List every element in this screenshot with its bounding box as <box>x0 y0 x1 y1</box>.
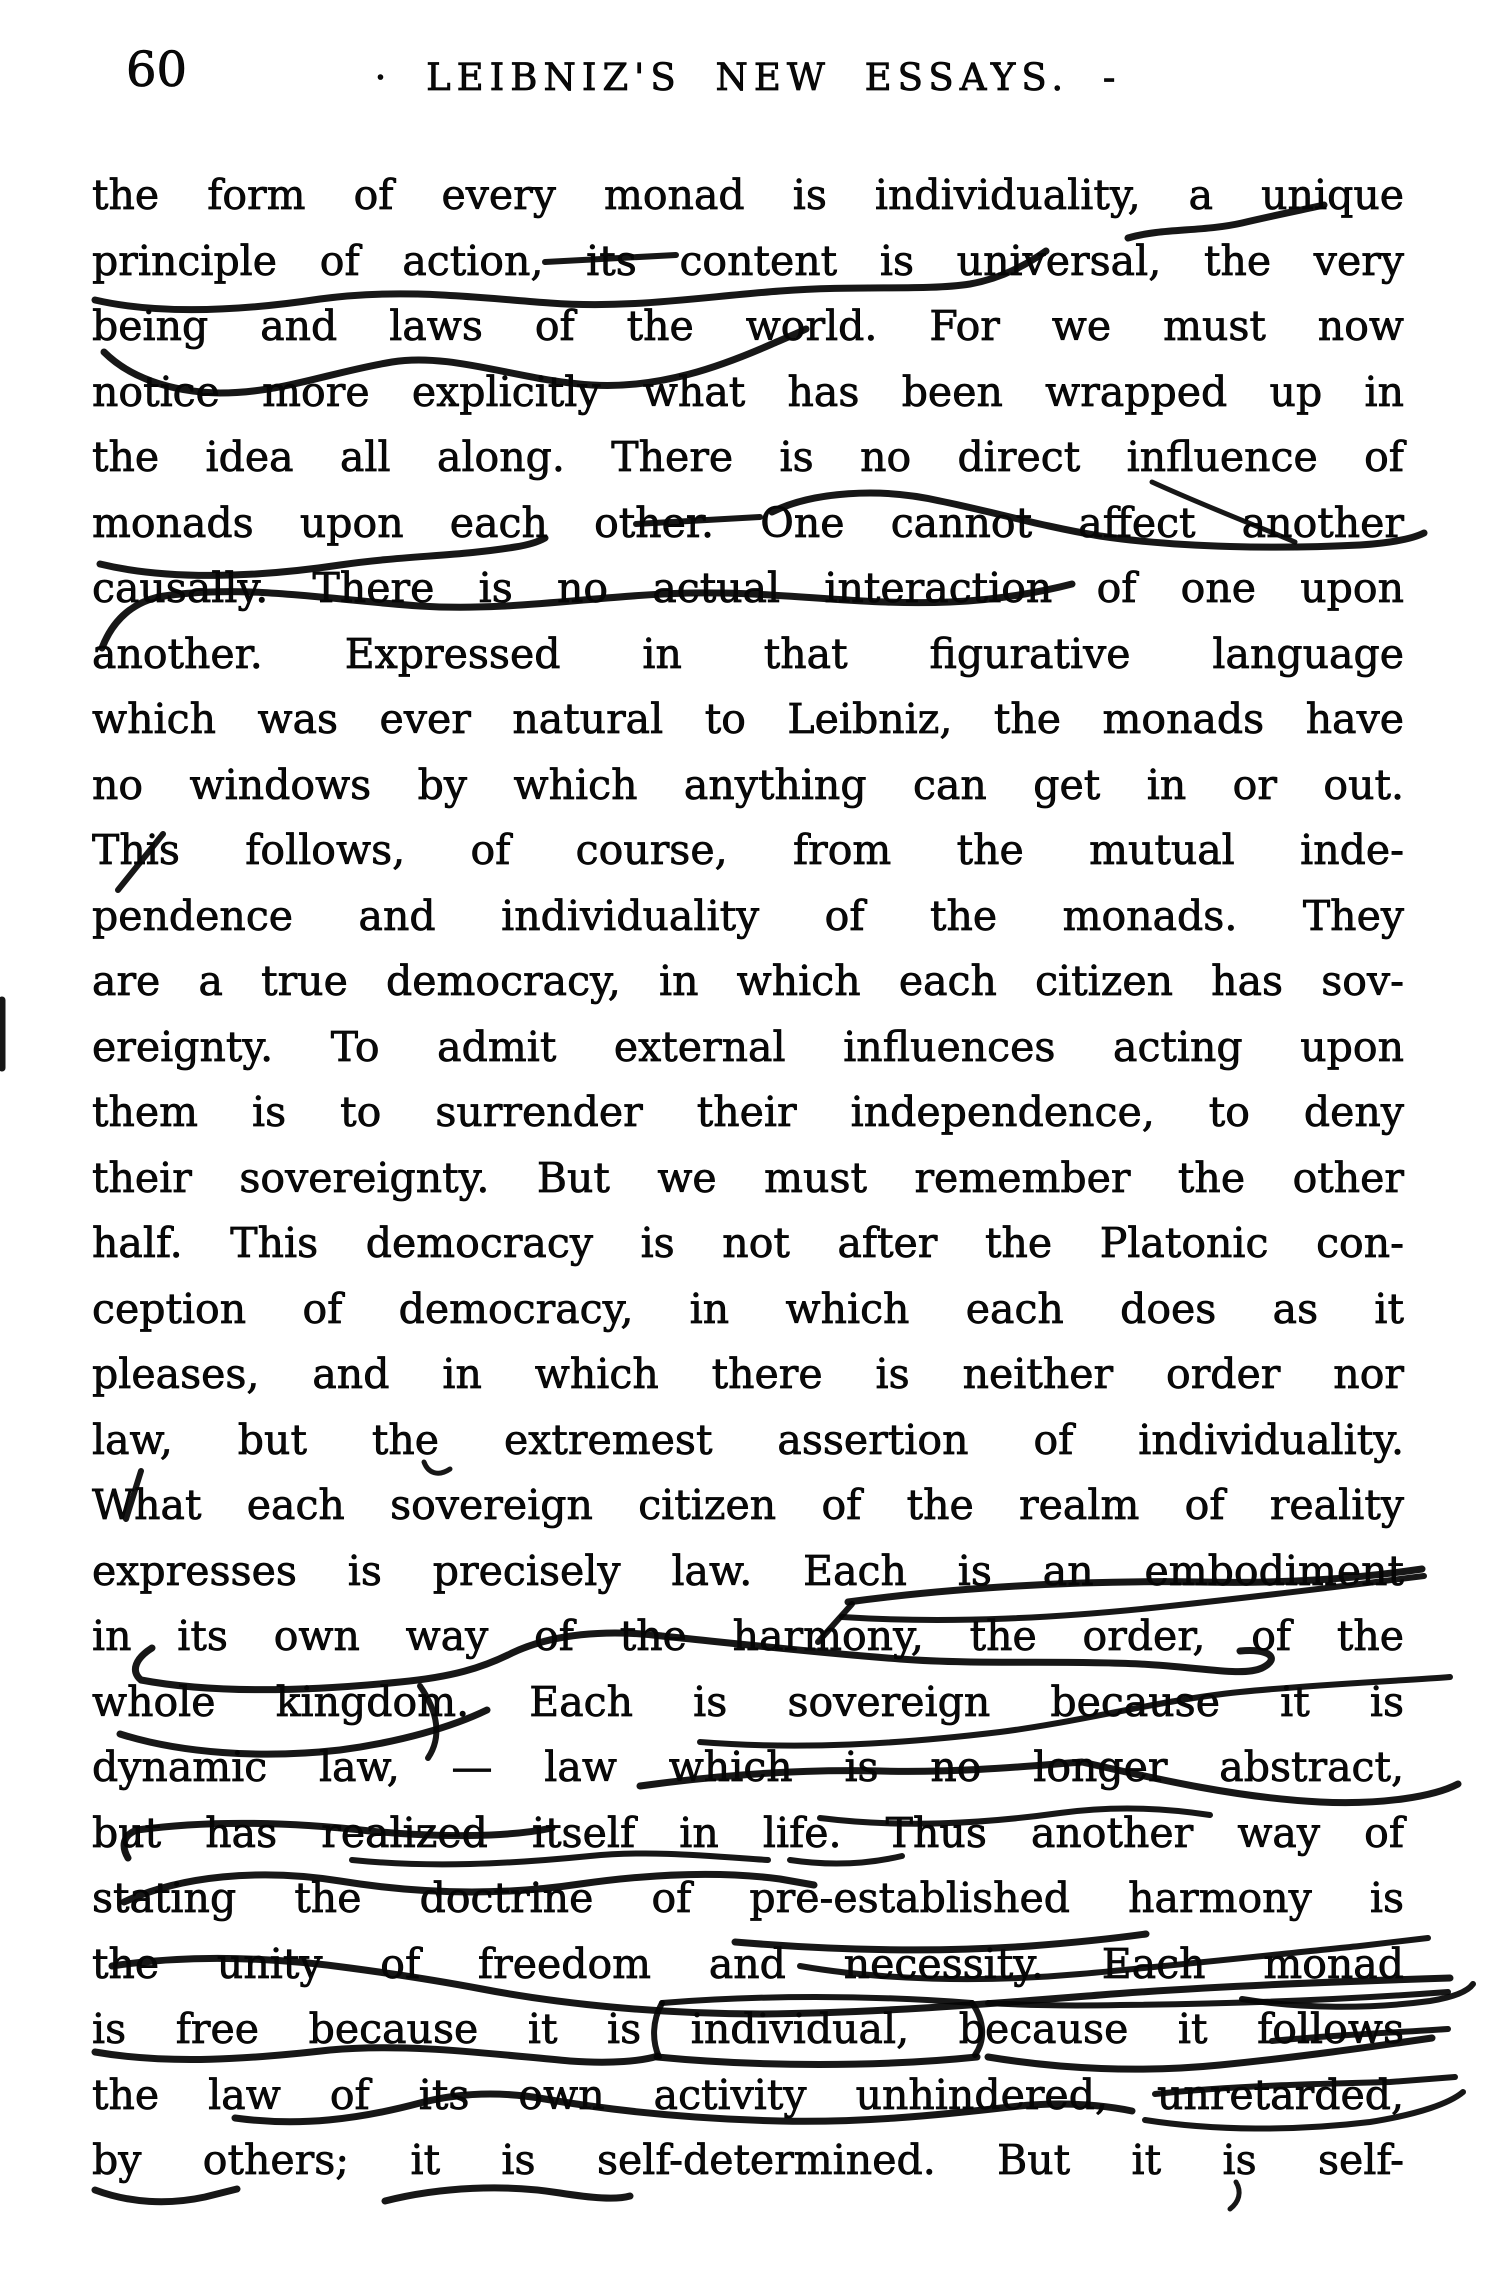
text-line-4: notice more explicitly what has been wrapped up in <box>92 367 1404 416</box>
text-line-22: expresses is precisely law. Each is an embodiment <box>92 1546 1404 1595</box>
page-number: 60 <box>126 42 188 98</box>
text-line-25: dynamic law, — law which is no longer abstract, <box>92 1743 1404 1791</box>
text-line-21: What each sovereign citizen of the realm of reality <box>92 1481 1404 1529</box>
text-line-31: by others; it is self-determined. But it is self- <box>92 2136 1404 2184</box>
text-line-23: in its own way of the harmony, the order, of the <box>92 1612 1404 1660</box>
text-line-15: them is to surrender their independence, to deny <box>92 1088 1404 1136</box>
text-line-30: the law of its own activity unhindered, unretarded, <box>92 2070 1404 2119</box>
text-line-19: pleases, and in which there is neither order nor <box>92 1350 1404 1398</box>
text-line-8: another. Expressed in that figurative language <box>92 629 1404 678</box>
text-line-20: law, but the extremest assertion of individuality. <box>92 1415 1404 1464</box>
text-line-2: principle of action, its content is universal, the very <box>92 236 1404 285</box>
text-line-17: half. This democracy is not after the Platonic con- <box>92 1219 1404 1267</box>
text-line-24: whole kingdom. Each is sovereign because it is <box>92 1677 1404 1726</box>
text-line-10: no windows by which anything can get in or out. <box>92 760 1404 809</box>
text-line-7: causally. There is no actual interaction of one upon <box>92 564 1404 612</box>
text-line-27: stating the doctrine of pre-established harmony is <box>92 1874 1404 1922</box>
text-line-13: are a true democracy, in which each citizen has sov- <box>92 957 1404 1005</box>
text-line-6: monads upon each other. One cannot affect another <box>92 498 1404 547</box>
running-header: · LEIBNIZ'S NEW ESSAYS. - <box>374 56 1122 99</box>
body-text <box>92 163 1404 2194</box>
text-line-12: pendence and individuality of the monads. They <box>92 891 1404 940</box>
text-line-18: ception of democracy, in which each does as it <box>92 1284 1404 1333</box>
text-line-28: the unity of freedom and necessity. Each monad <box>92 1939 1404 1988</box>
text-line-11: This follows, of course, from the mutual inde- <box>92 826 1404 874</box>
text-line-29: is free because it is individual, because it follows <box>92 2005 1404 2053</box>
text-line-26: but has realized itself in life. Thus another way of <box>92 1808 1404 1857</box>
text-line-16: their sovereignty. But we must remember the other <box>92 1153 1404 1202</box>
text-line-5: the idea all along. There is no direct influence of <box>92 433 1404 481</box>
text-line-9: which was ever natural to Leibniz, the monads have <box>92 695 1404 743</box>
text-line-14: ereignty. To admit external influences acting upon <box>92 1022 1404 1071</box>
text-line-1: the form of every monad is individuality, a unique <box>92 171 1404 219</box>
text-line-3: being and laws of the world. For we must now <box>92 302 1404 350</box>
